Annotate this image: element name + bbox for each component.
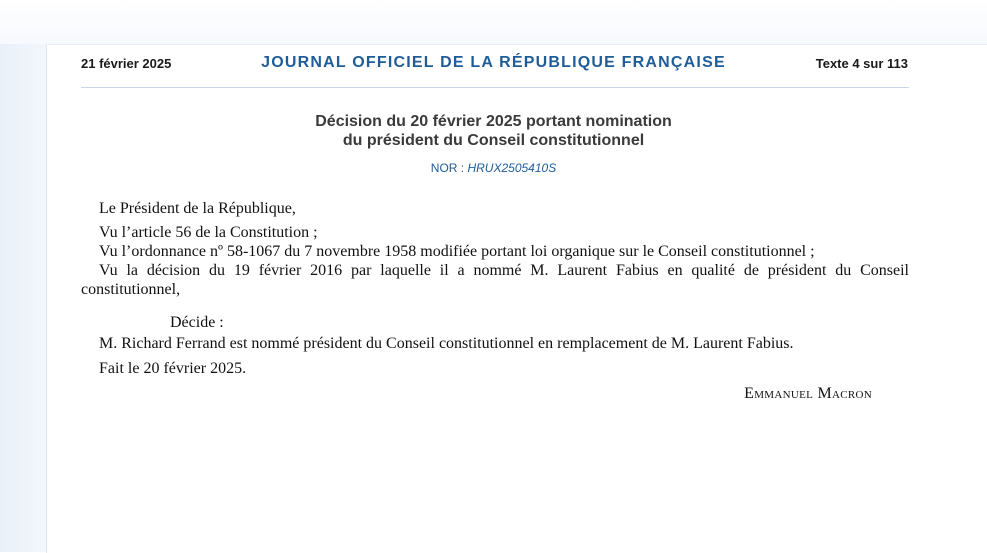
nor-label: NOR : (430, 161, 465, 175)
header-texte-reference: Texte 4 sur 113 (815, 56, 908, 71)
nor-value: HRUX2505410S (467, 161, 557, 175)
visa-ordonnance: Vu l’ordonnance nº 58-1067 du 7 novembre 1958 modifiée portant loi organique sur le Conseil constitutionnel ; (99, 243, 815, 260)
decision-title (0, 112, 987, 150)
intro-text: Le Président de la République, (99, 200, 296, 217)
fait-paragraph (81, 359, 909, 378)
signature: Emmanuel Macron (744, 385, 872, 402)
journal-title: JOURNAL OFFICIEL DE LA RÉPUBLIQUE FRANÇAISE (261, 54, 726, 71)
decision-title-line-2: du président du Conseil constitutionnel (342, 132, 645, 149)
nor-reference (0, 161, 987, 175)
article-text: M. Richard Ferrand est nommé président du Conseil constitutionnel en remplacement de M. Laurent Fabius. (99, 335, 794, 352)
article-paragraph (81, 334, 909, 353)
decide-heading: Décide : (170, 314, 224, 331)
decision-title-line-1: Décision du 20 février 2025 portant nomination (315, 113, 672, 130)
visa-decision-2016: Vu la décision du 19 février 2016 par laquelle il a nommé M. Laurent Fabius en qualité de président du Conseil constitutionnel, (81, 262, 909, 298)
header-date: 21 février 2025 (81, 56, 172, 71)
top-margin-background (0, 0, 987, 44)
visa-constitution: Vu l’article 56 de la Constitution ; (99, 224, 318, 241)
fait-text: Fait le 20 février 2025. (99, 360, 247, 377)
header-divider (81, 87, 909, 88)
intro-paragraph (81, 199, 909, 218)
visas-block (81, 223, 909, 299)
left-margin-background (0, 0, 46, 552)
